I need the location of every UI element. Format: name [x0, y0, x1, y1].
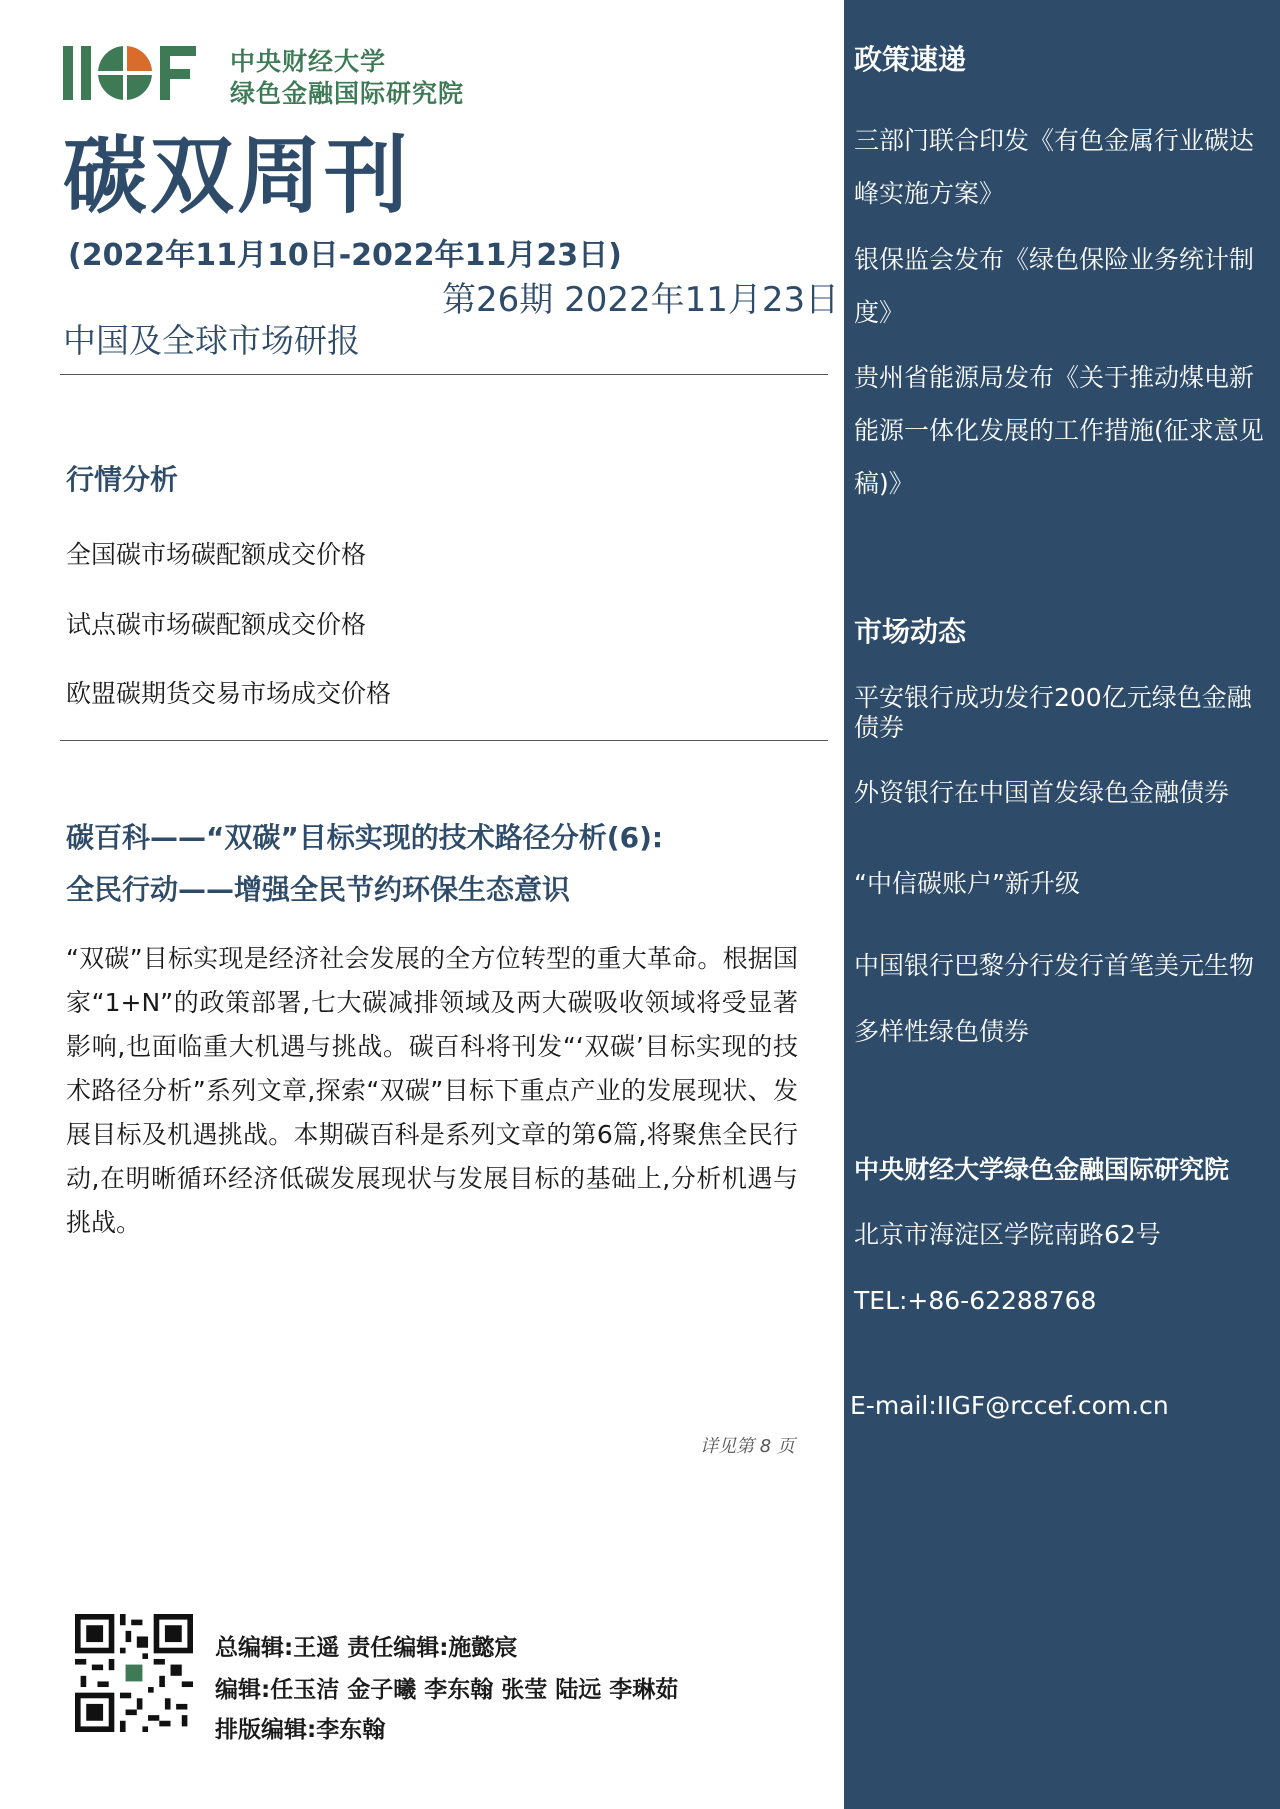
page-title: 碳双周刊 [63, 127, 412, 225]
market-analysis-item[interactable]: 全国碳市场碳配额成交价格 [66, 540, 367, 569]
editors-list: 编辑:任玉洁 金子曦 李东翰 张莹 陆远 李琳茹 [215, 1677, 679, 1703]
market-dynamics-item[interactable]: 外资银行在中国首发绿色金融债券 [854, 778, 1230, 807]
contact-org: 中央财经大学绿色金融国际研究院 [854, 1155, 1230, 1184]
contact-email[interactable]: E-mail:IIGF@rccef.com.cn [850, 1391, 1169, 1420]
institute-name-line2: 绿色金融国际研究院 [230, 79, 465, 108]
market-dynamics-item[interactable]: 平安银行成功发行200亿元绿色金融债券 [854, 683, 1252, 742]
article-title[interactable] [66, 812, 806, 916]
policy-heading: 政策速递 [854, 43, 967, 76]
article-title-line1: 碳百科——“双碳”目标实现的技术路径分析(6): [66, 821, 664, 854]
issue-number: 第26期 2022年11月23日 [442, 280, 840, 320]
policy-item[interactable]: 贵州省能源局发布《关于推动煤电新能源一体化发展的工作措施(征求意见稿)》 [854, 363, 1264, 498]
market-analysis-item[interactable]: 欧盟碳期货交易市场成交价格 [66, 679, 392, 708]
policy-item[interactable]: 三部门联合印发《有色金属行业碳达峰实施方案》 [854, 126, 1255, 208]
divider [60, 374, 828, 375]
market-dynamics-item[interactable]: “中信碳账户”新升级 [854, 869, 1080, 898]
policy-item[interactable]: 银保监会发布《绿色保险业务统计制度》 [854, 245, 1255, 327]
report-subtitle: 中国及全球市场研报 [63, 321, 360, 360]
market-dynamics-heading: 市场动态 [854, 615, 967, 648]
editor-in-chief: 总编辑:王遥 责任编辑:施懿宸 [215, 1635, 518, 1661]
article-title-line2: 全民行动——增强全民节约环保生态意识 [66, 873, 571, 906]
article-body: “双碳”目标实现是经济社会发展的全方位转型的重大革命。根据国家“1+N”的政策部署,七大碳减排领域及两大碳吸收领域将受显著影响,也面临重大机遇与挑战。碳百科将刊发“‘双碳’目标实现的技术路径分析”系列文章,探索“双碳”目标下重点产业的发展现状、发展目标及机遇挑战。本期碳百科是系列文章的第6篇,将聚焦全民行动,在明晰循环经济低碳发展现状与发展目标的基础上,分析机遇与挑战。 [66, 944, 798, 1237]
institute-name-line1: 中央财经大学 [230, 47, 387, 76]
market-dynamics-item[interactable]: 中国银行巴黎分行发行首笔美元生物多样性绿色债券 [854, 951, 1255, 1046]
qr-code-icon [75, 1614, 193, 1732]
market-analysis-item[interactable]: 试点碳市场碳配额成交价格 [66, 610, 367, 639]
layout-editor: 排版编辑:李东翰 [215, 1717, 386, 1743]
contact-tel: TEL:+86-62288768 [854, 1286, 1097, 1315]
see-page-link[interactable]: 详见第 8 页 [700, 1436, 795, 1457]
contact-address: 北京市海淀区学院南路62号 [854, 1220, 1161, 1249]
iigf-logo-icon [63, 42, 208, 104]
divider [60, 740, 828, 741]
market-analysis-heading: 行情分析 [66, 463, 179, 496]
date-range: (2022年11月10日-2022年11月23日) [68, 238, 622, 273]
